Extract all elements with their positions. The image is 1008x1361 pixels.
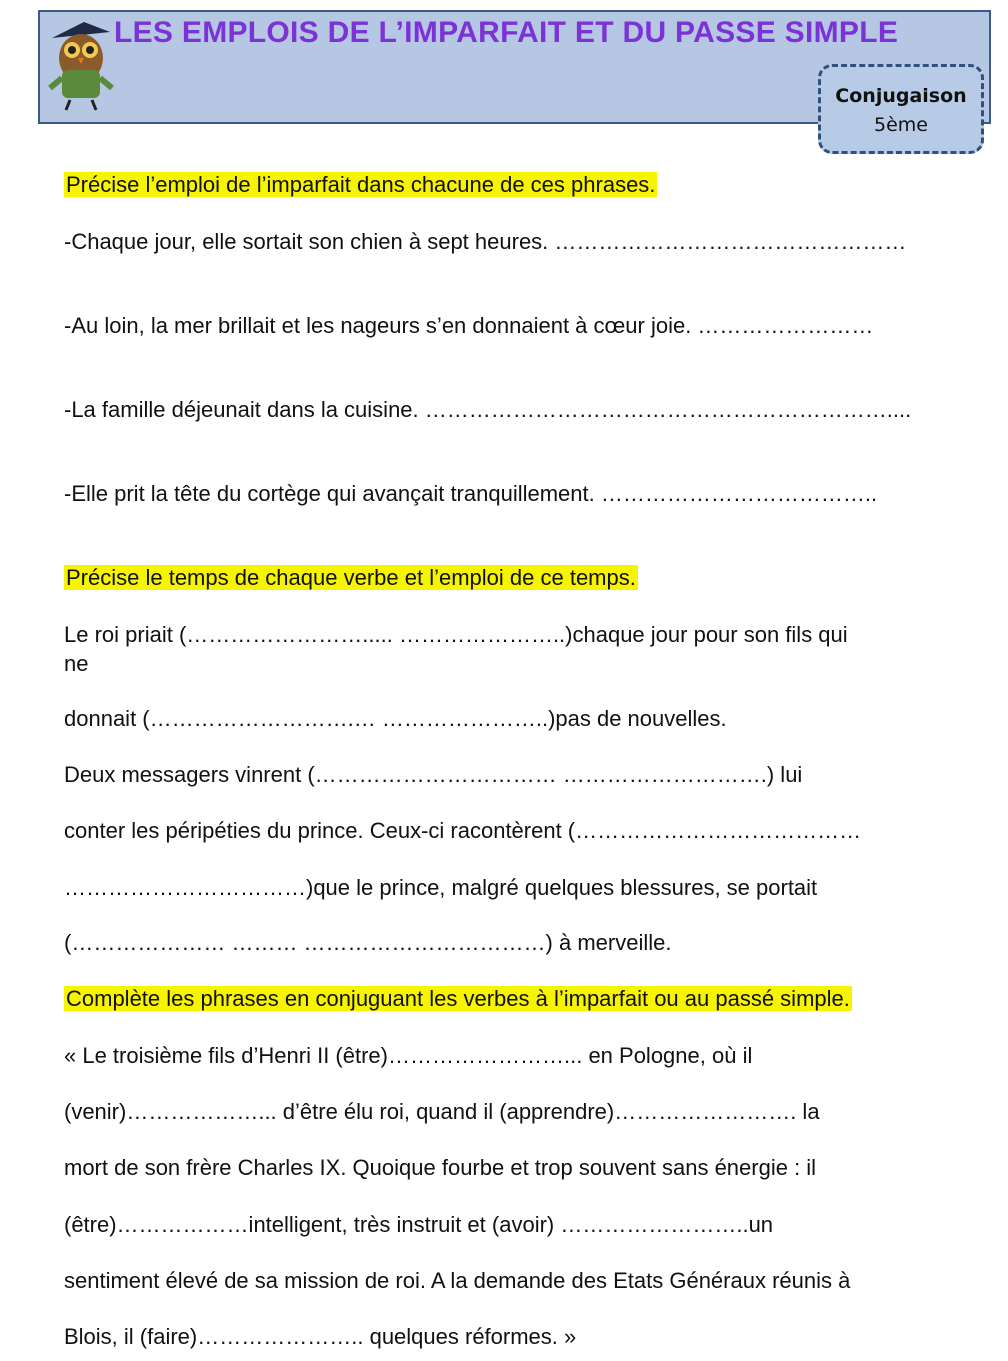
section1-item-3: -La famille déjeunait dans la cuisine. ………………………………………………………....	[64, 397, 912, 422]
section3-heading: Complète les phrases en conjuguant les verbes à l’imparfait ou au passé simple.	[66, 986, 850, 1011]
owl-mascot-icon	[48, 18, 114, 114]
section3-line-3: mort de son frère Charles IX. Quoique fourbe et trop souvent sans énergie : il	[64, 1155, 817, 1180]
section3-line-5: sentiment élevé de sa mission de roi. A la demande des Etats Généraux réunis à	[64, 1268, 851, 1293]
section3-line-2: (venir)………………... d’être élu roi, quand il (apprendre)……………………. la	[64, 1099, 820, 1124]
section1-item-2: -Au loin, la mer brillait et les nageurs s’en donnaient à cœur joie. ……………………	[64, 313, 874, 338]
subject-label: Conjugaison	[835, 85, 967, 107]
page-title: LES EMPLOIS DE L’IMPARFAIT ET DU PASSE SIMPLE	[114, 16, 899, 49]
section2-line-7: (………………… ……… ……………………………) à merveille.	[64, 930, 672, 955]
section2-heading: Précise le temps de chaque verbe et l’emploi de ce temps.	[66, 565, 636, 590]
section3-line-4: (être)………………intelligent, très instruit et (avoir) ……………………..un	[64, 1212, 774, 1237]
section2-line-5: conter les péripéties du prince. Ceux-ci racontèrent (…………………………………	[64, 818, 862, 843]
section2-line-3: donnait (……………………….… …………………..)pas de nouvelles.	[64, 706, 727, 731]
section1-item-4: -Elle prit la tête du cortège qui avançait tranquillement. ………………………………..	[64, 481, 878, 506]
section2-line-6: ……………………………)que le prince, malgré quelques blessures, se portait	[64, 875, 818, 900]
section3-line-6: Blois, il (faire)………………….. quelques réformes. »	[64, 1324, 577, 1349]
section1-item-1: -Chaque jour, elle sortait son chien à sept heures. …………………………………………	[64, 229, 907, 254]
section2-line-4: Deux messagers vinrent (…………………………… ……………………….) lui	[64, 762, 803, 787]
section2-line-2: ne	[64, 651, 89, 676]
section1-heading: Précise l’emploi de l’imparfait dans chacune de ces phrases.	[66, 172, 656, 197]
subject-badge	[818, 64, 984, 154]
section3-line-1: « Le troisième fils d’Henri II (être)……………………... en Pologne, où il	[64, 1043, 753, 1068]
section2-line-1: Le roi priait (……………………..... …………………..)chaque jour pour son fils qui	[64, 622, 848, 647]
level-label: 5ème	[874, 114, 928, 136]
